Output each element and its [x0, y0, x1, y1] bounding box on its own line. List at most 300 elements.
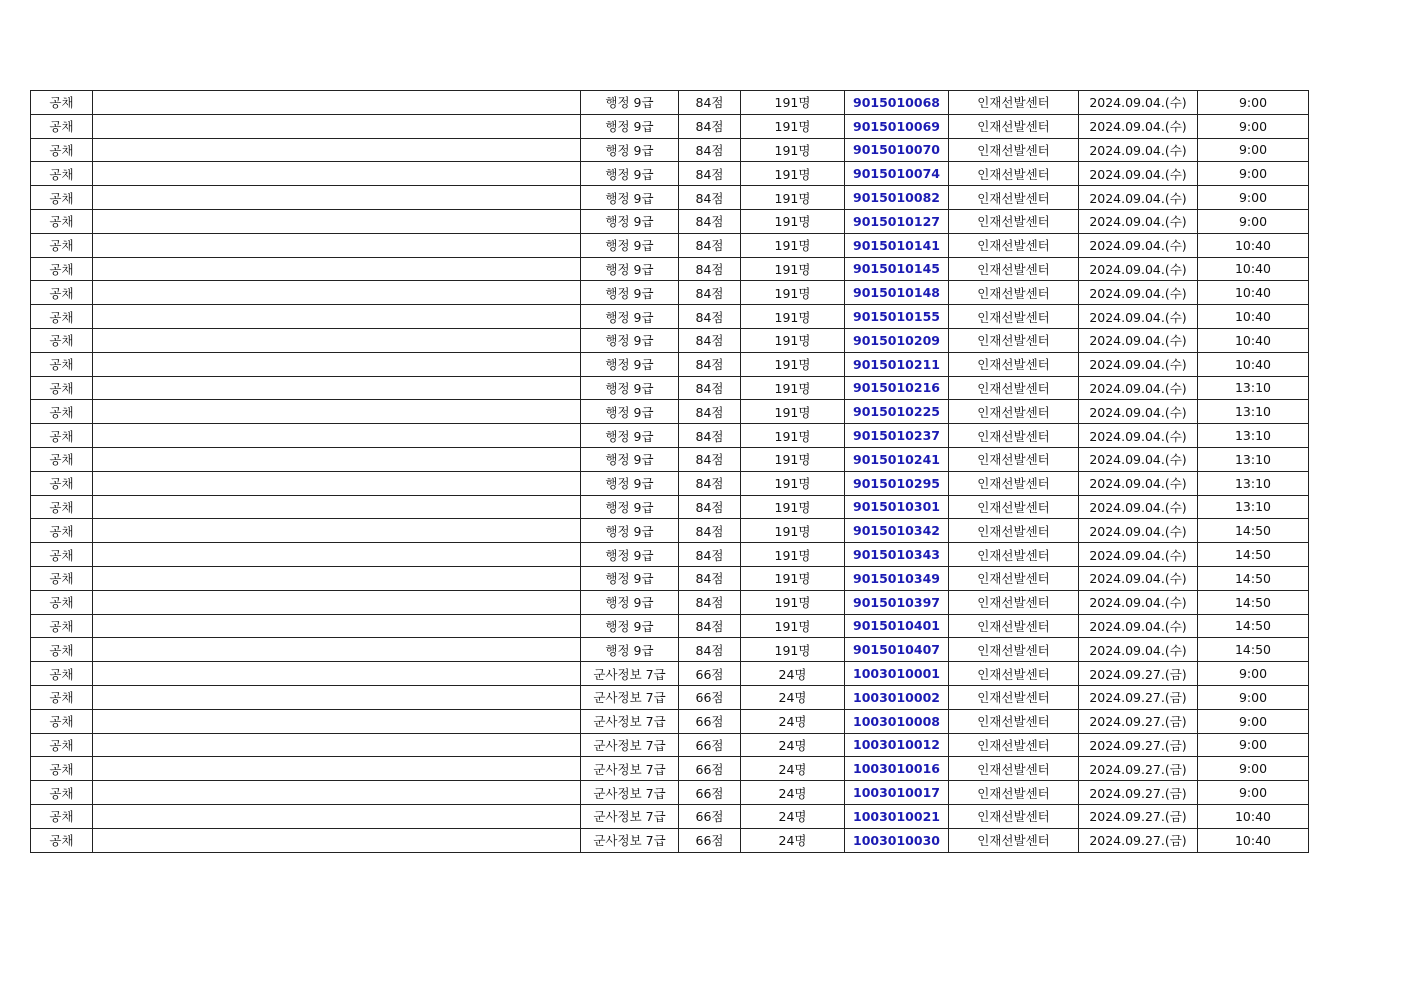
- score-cell: 84점: [679, 257, 741, 281]
- grade-cell: 행정 9급: [581, 543, 679, 567]
- recruit-type-cell: 공채: [31, 614, 93, 638]
- name-cell: [93, 543, 581, 567]
- exam-number-cell: 9015010342: [845, 519, 949, 543]
- recruit-type-cell: 공채: [31, 447, 93, 471]
- name-cell: [93, 400, 581, 424]
- place-cell: 인재선발센터: [949, 91, 1079, 115]
- date-cell: 2024.09.04.(수): [1079, 471, 1198, 495]
- score-cell: 84점: [679, 590, 741, 614]
- table-row: [31, 400, 1309, 424]
- table-row: [31, 828, 1309, 852]
- score-cell: 84점: [679, 400, 741, 424]
- count-cell: 191명: [741, 471, 845, 495]
- table-row: [31, 376, 1309, 400]
- score-cell: 84점: [679, 543, 741, 567]
- date-cell: 2024.09.04.(수): [1079, 519, 1198, 543]
- date-cell: 2024.09.27.(금): [1079, 804, 1198, 828]
- recruit-type-cell: 공채: [31, 804, 93, 828]
- score-cell: 84점: [679, 447, 741, 471]
- exam-number-cell: 1003010030: [845, 828, 949, 852]
- table-row: [31, 685, 1309, 709]
- place-cell: 인재선발센터: [949, 209, 1079, 233]
- place-cell: 인재선발센터: [949, 233, 1079, 257]
- table-row: [31, 804, 1309, 828]
- date-cell: 2024.09.04.(수): [1079, 233, 1198, 257]
- grade-cell: 행정 9급: [581, 471, 679, 495]
- table-row: [31, 186, 1309, 210]
- count-cell: 191명: [741, 257, 845, 281]
- time-cell: 14:50: [1198, 638, 1309, 662]
- table-row: [31, 543, 1309, 567]
- score-cell: 84점: [679, 519, 741, 543]
- exam-number-cell: 9015010295: [845, 471, 949, 495]
- table-row: [31, 638, 1309, 662]
- recruit-type-cell: 공채: [31, 257, 93, 281]
- name-cell: [93, 590, 581, 614]
- recruit-type-cell: 공채: [31, 471, 93, 495]
- place-cell: 인재선발센터: [949, 590, 1079, 614]
- time-cell: 9:00: [1198, 138, 1309, 162]
- name-cell: [93, 281, 581, 305]
- table-row: [31, 519, 1309, 543]
- grade-cell: 행정 9급: [581, 519, 679, 543]
- grade-cell: 군사정보 7급: [581, 733, 679, 757]
- grade-cell: 행정 9급: [581, 376, 679, 400]
- date-cell: 2024.09.27.(금): [1079, 781, 1198, 805]
- name-cell: [93, 328, 581, 352]
- exam-number-cell: 9015010068: [845, 91, 949, 115]
- recruit-type-cell: 공채: [31, 566, 93, 590]
- count-cell: 191명: [741, 566, 845, 590]
- count-cell: 24명: [741, 733, 845, 757]
- date-cell: 2024.09.04.(수): [1079, 305, 1198, 329]
- grade-cell: 행정 9급: [581, 257, 679, 281]
- table-row: [31, 91, 1309, 115]
- time-cell: 14:50: [1198, 614, 1309, 638]
- date-cell: 2024.09.27.(금): [1079, 662, 1198, 686]
- place-cell: 인재선발센터: [949, 733, 1079, 757]
- name-cell: [93, 709, 581, 733]
- exam-number-cell: 9015010070: [845, 138, 949, 162]
- grade-cell: 행정 9급: [581, 162, 679, 186]
- table-row: [31, 162, 1309, 186]
- table-row: [31, 495, 1309, 519]
- name-cell: [93, 162, 581, 186]
- exam-number-cell: 9015010349: [845, 566, 949, 590]
- table-row: [31, 352, 1309, 376]
- score-cell: 84점: [679, 305, 741, 329]
- table-row: [31, 209, 1309, 233]
- recruit-type-cell: 공채: [31, 162, 93, 186]
- name-cell: [93, 257, 581, 281]
- score-cell: 84점: [679, 91, 741, 115]
- grade-cell: 군사정보 7급: [581, 709, 679, 733]
- name-cell: [93, 495, 581, 519]
- recruit-type-cell: 공채: [31, 828, 93, 852]
- time-cell: 10:40: [1198, 352, 1309, 376]
- place-cell: 인재선발센터: [949, 662, 1079, 686]
- recruit-type-cell: 공채: [31, 757, 93, 781]
- count-cell: 191명: [741, 91, 845, 115]
- time-cell: 10:40: [1198, 328, 1309, 352]
- count-cell: 191명: [741, 162, 845, 186]
- grade-cell: 행정 9급: [581, 281, 679, 305]
- exam-number-cell: 1003010008: [845, 709, 949, 733]
- count-cell: 191명: [741, 590, 845, 614]
- count-cell: 191명: [741, 376, 845, 400]
- place-cell: 인재선발센터: [949, 376, 1079, 400]
- name-cell: [93, 114, 581, 138]
- name-cell: [93, 614, 581, 638]
- name-cell: [93, 424, 581, 448]
- score-cell: 84점: [679, 114, 741, 138]
- score-cell: 84점: [679, 376, 741, 400]
- place-cell: 인재선발센터: [949, 804, 1079, 828]
- table-row: [31, 471, 1309, 495]
- recruit-type-cell: 공채: [31, 400, 93, 424]
- date-cell: 2024.09.04.(수): [1079, 209, 1198, 233]
- exam-number-cell: 9015010216: [845, 376, 949, 400]
- score-cell: 84점: [679, 162, 741, 186]
- name-cell: [93, 471, 581, 495]
- table-row: [31, 733, 1309, 757]
- grade-cell: 행정 9급: [581, 91, 679, 115]
- exam-number-cell: 9015010401: [845, 614, 949, 638]
- date-cell: 2024.09.04.(수): [1079, 590, 1198, 614]
- time-cell: 13:10: [1198, 495, 1309, 519]
- date-cell: 2024.09.04.(수): [1079, 91, 1198, 115]
- count-cell: 191명: [741, 186, 845, 210]
- time-cell: 14:50: [1198, 590, 1309, 614]
- score-cell: 84점: [679, 495, 741, 519]
- recruit-type-cell: 공채: [31, 209, 93, 233]
- place-cell: 인재선발센터: [949, 495, 1079, 519]
- exam-number-cell: 9015010069: [845, 114, 949, 138]
- time-cell: 10:40: [1198, 281, 1309, 305]
- score-cell: 66점: [679, 804, 741, 828]
- table-row: [31, 257, 1309, 281]
- time-cell: 14:50: [1198, 543, 1309, 567]
- place-cell: 인재선발센터: [949, 781, 1079, 805]
- date-cell: 2024.09.04.(수): [1079, 447, 1198, 471]
- grade-cell: 행정 9급: [581, 352, 679, 376]
- recruit-type-cell: 공채: [31, 495, 93, 519]
- recruit-type-cell: 공채: [31, 543, 93, 567]
- count-cell: 191명: [741, 638, 845, 662]
- name-cell: [93, 91, 581, 115]
- exam-number-cell: 9015010074: [845, 162, 949, 186]
- exam-number-cell: 9015010211: [845, 352, 949, 376]
- name-cell: [93, 376, 581, 400]
- score-cell: 84점: [679, 471, 741, 495]
- score-cell: 84점: [679, 352, 741, 376]
- place-cell: 인재선발센터: [949, 566, 1079, 590]
- grade-cell: 행정 9급: [581, 614, 679, 638]
- recruit-type-cell: 공채: [31, 424, 93, 448]
- exam-number-cell: 1003010012: [845, 733, 949, 757]
- time-cell: 9:00: [1198, 186, 1309, 210]
- table-row: [31, 114, 1309, 138]
- date-cell: 2024.09.04.(수): [1079, 257, 1198, 281]
- count-cell: 191명: [741, 447, 845, 471]
- exam-number-cell: 9015010141: [845, 233, 949, 257]
- date-cell: 2024.09.04.(수): [1079, 328, 1198, 352]
- score-cell: 66점: [679, 685, 741, 709]
- grade-cell: 행정 9급: [581, 566, 679, 590]
- time-cell: 13:10: [1198, 400, 1309, 424]
- score-cell: 84점: [679, 614, 741, 638]
- time-cell: 10:40: [1198, 257, 1309, 281]
- time-cell: 9:00: [1198, 757, 1309, 781]
- table-row: [31, 614, 1309, 638]
- count-cell: 24명: [741, 685, 845, 709]
- time-cell: 9:00: [1198, 91, 1309, 115]
- recruit-type-cell: 공채: [31, 352, 93, 376]
- grade-cell: 행정 9급: [581, 447, 679, 471]
- date-cell: 2024.09.04.(수): [1079, 424, 1198, 448]
- score-cell: 84점: [679, 138, 741, 162]
- grade-cell: 군사정보 7급: [581, 804, 679, 828]
- score-cell: 66점: [679, 662, 741, 686]
- place-cell: 인재선발센터: [949, 138, 1079, 162]
- table-row: [31, 566, 1309, 590]
- count-cell: 191명: [741, 138, 845, 162]
- table-row: [31, 781, 1309, 805]
- place-cell: 인재선발센터: [949, 424, 1079, 448]
- recruit-type-cell: 공채: [31, 328, 93, 352]
- place-cell: 인재선발센터: [949, 400, 1079, 424]
- results-table: [30, 90, 1309, 853]
- recruit-type-cell: 공채: [31, 305, 93, 329]
- recruit-type-cell: 공채: [31, 138, 93, 162]
- count-cell: 191명: [741, 209, 845, 233]
- date-cell: 2024.09.04.(수): [1079, 614, 1198, 638]
- date-cell: 2024.09.04.(수): [1079, 138, 1198, 162]
- place-cell: 인재선발센터: [949, 328, 1079, 352]
- time-cell: 9:00: [1198, 781, 1309, 805]
- place-cell: 인재선발센터: [949, 709, 1079, 733]
- table-row: [31, 757, 1309, 781]
- table-row: [31, 138, 1309, 162]
- grade-cell: 행정 9급: [581, 114, 679, 138]
- place-cell: 인재선발센터: [949, 828, 1079, 852]
- grade-cell: 행정 9급: [581, 138, 679, 162]
- recruit-type-cell: 공채: [31, 114, 93, 138]
- count-cell: 24명: [741, 804, 845, 828]
- grade-cell: 행정 9급: [581, 186, 679, 210]
- place-cell: 인재선발센터: [949, 519, 1079, 543]
- table-row: [31, 328, 1309, 352]
- table-row: [31, 590, 1309, 614]
- grade-cell: 행정 9급: [581, 638, 679, 662]
- name-cell: [93, 186, 581, 210]
- date-cell: 2024.09.27.(금): [1079, 733, 1198, 757]
- grade-cell: 군사정보 7급: [581, 828, 679, 852]
- place-cell: 인재선발센터: [949, 685, 1079, 709]
- name-cell: [93, 662, 581, 686]
- date-cell: 2024.09.27.(금): [1079, 685, 1198, 709]
- time-cell: 9:00: [1198, 709, 1309, 733]
- table-row: [31, 305, 1309, 329]
- recruit-type-cell: 공채: [31, 638, 93, 662]
- score-cell: 84점: [679, 638, 741, 662]
- date-cell: 2024.09.04.(수): [1079, 352, 1198, 376]
- date-cell: 2024.09.04.(수): [1079, 281, 1198, 305]
- date-cell: 2024.09.04.(수): [1079, 162, 1198, 186]
- count-cell: 191명: [741, 352, 845, 376]
- place-cell: 인재선발센터: [949, 471, 1079, 495]
- grade-cell: 행정 9급: [581, 305, 679, 329]
- recruit-type-cell: 공채: [31, 662, 93, 686]
- score-cell: 84점: [679, 566, 741, 590]
- time-cell: 9:00: [1198, 162, 1309, 186]
- place-cell: 인재선발센터: [949, 352, 1079, 376]
- place-cell: 인재선발센터: [949, 305, 1079, 329]
- exam-number-cell: 9015010407: [845, 638, 949, 662]
- date-cell: 2024.09.27.(금): [1079, 709, 1198, 733]
- recruit-type-cell: 공채: [31, 91, 93, 115]
- time-cell: 13:10: [1198, 447, 1309, 471]
- name-cell: [93, 733, 581, 757]
- count-cell: 191명: [741, 519, 845, 543]
- exam-number-cell: 9015010241: [845, 447, 949, 471]
- recruit-type-cell: 공채: [31, 233, 93, 257]
- name-cell: [93, 828, 581, 852]
- grade-cell: 행정 9급: [581, 495, 679, 519]
- exam-number-cell: 1003010002: [845, 685, 949, 709]
- name-cell: [93, 305, 581, 329]
- score-cell: 84점: [679, 281, 741, 305]
- name-cell: [93, 352, 581, 376]
- time-cell: 14:50: [1198, 566, 1309, 590]
- score-cell: 66점: [679, 757, 741, 781]
- exam-number-cell: 9015010082: [845, 186, 949, 210]
- score-cell: 66점: [679, 733, 741, 757]
- name-cell: [93, 209, 581, 233]
- place-cell: 인재선발센터: [949, 638, 1079, 662]
- exam-number-cell: 1003010017: [845, 781, 949, 805]
- table-row: [31, 281, 1309, 305]
- place-cell: 인재선발센터: [949, 257, 1079, 281]
- score-cell: 84점: [679, 328, 741, 352]
- score-cell: 66점: [679, 828, 741, 852]
- count-cell: 191명: [741, 400, 845, 424]
- exam-number-cell: 9015010155: [845, 305, 949, 329]
- grade-cell: 행정 9급: [581, 233, 679, 257]
- name-cell: [93, 566, 581, 590]
- place-cell: 인재선발센터: [949, 447, 1079, 471]
- recruit-type-cell: 공채: [31, 709, 93, 733]
- date-cell: 2024.09.27.(금): [1079, 828, 1198, 852]
- name-cell: [93, 233, 581, 257]
- place-cell: 인재선발센터: [949, 186, 1079, 210]
- exam-number-cell: 9015010343: [845, 543, 949, 567]
- exam-number-cell: 9015010301: [845, 495, 949, 519]
- name-cell: [93, 519, 581, 543]
- exam-number-cell: 9015010237: [845, 424, 949, 448]
- score-cell: 84점: [679, 233, 741, 257]
- recruit-type-cell: 공채: [31, 781, 93, 805]
- recruit-type-cell: 공채: [31, 376, 93, 400]
- name-cell: [93, 138, 581, 162]
- recruit-type-cell: 공채: [31, 281, 93, 305]
- count-cell: 24명: [741, 781, 845, 805]
- time-cell: 13:10: [1198, 471, 1309, 495]
- count-cell: 24명: [741, 709, 845, 733]
- recruit-type-cell: 공채: [31, 590, 93, 614]
- table-row: [31, 662, 1309, 686]
- exam-number-cell: 9015010148: [845, 281, 949, 305]
- time-cell: 13:10: [1198, 424, 1309, 448]
- table-row: [31, 709, 1309, 733]
- date-cell: 2024.09.04.(수): [1079, 543, 1198, 567]
- time-cell: 14:50: [1198, 519, 1309, 543]
- time-cell: 10:40: [1198, 305, 1309, 329]
- count-cell: 191명: [741, 543, 845, 567]
- name-cell: [93, 638, 581, 662]
- count-cell: 191명: [741, 114, 845, 138]
- exam-number-cell: 9015010145: [845, 257, 949, 281]
- exam-number-cell: 9015010127: [845, 209, 949, 233]
- name-cell: [93, 685, 581, 709]
- count-cell: 191명: [741, 305, 845, 329]
- exam-number-cell: 1003010021: [845, 804, 949, 828]
- grade-cell: 행정 9급: [581, 424, 679, 448]
- count-cell: 24명: [741, 757, 845, 781]
- grade-cell: 행정 9급: [581, 209, 679, 233]
- date-cell: 2024.09.04.(수): [1079, 186, 1198, 210]
- grade-cell: 군사정보 7급: [581, 662, 679, 686]
- date-cell: 2024.09.04.(수): [1079, 114, 1198, 138]
- score-cell: 84점: [679, 209, 741, 233]
- exam-number-cell: 1003010001: [845, 662, 949, 686]
- time-cell: 9:00: [1198, 662, 1309, 686]
- name-cell: [93, 447, 581, 471]
- grade-cell: 군사정보 7급: [581, 781, 679, 805]
- count-cell: 191명: [741, 495, 845, 519]
- time-cell: 9:00: [1198, 114, 1309, 138]
- time-cell: 10:40: [1198, 828, 1309, 852]
- name-cell: [93, 804, 581, 828]
- grade-cell: 행정 9급: [581, 400, 679, 424]
- count-cell: 191명: [741, 233, 845, 257]
- time-cell: 9:00: [1198, 733, 1309, 757]
- table-row: [31, 233, 1309, 257]
- table-row: [31, 447, 1309, 471]
- recruit-type-cell: 공채: [31, 685, 93, 709]
- name-cell: [93, 781, 581, 805]
- place-cell: 인재선발센터: [949, 162, 1079, 186]
- table-row: [31, 424, 1309, 448]
- date-cell: 2024.09.04.(수): [1079, 376, 1198, 400]
- time-cell: 9:00: [1198, 685, 1309, 709]
- grade-cell: 행정 9급: [581, 590, 679, 614]
- time-cell: 9:00: [1198, 209, 1309, 233]
- count-cell: 191명: [741, 424, 845, 448]
- exam-number-cell: 1003010016: [845, 757, 949, 781]
- score-cell: 84점: [679, 424, 741, 448]
- place-cell: 인재선발센터: [949, 757, 1079, 781]
- place-cell: 인재선발센터: [949, 114, 1079, 138]
- recruit-type-cell: 공채: [31, 186, 93, 210]
- count-cell: 24명: [741, 662, 845, 686]
- date-cell: 2024.09.04.(수): [1079, 566, 1198, 590]
- table-body: [31, 91, 1309, 853]
- name-cell: [93, 757, 581, 781]
- place-cell: 인재선발센터: [949, 281, 1079, 305]
- recruit-type-cell: 공채: [31, 733, 93, 757]
- count-cell: 191명: [741, 328, 845, 352]
